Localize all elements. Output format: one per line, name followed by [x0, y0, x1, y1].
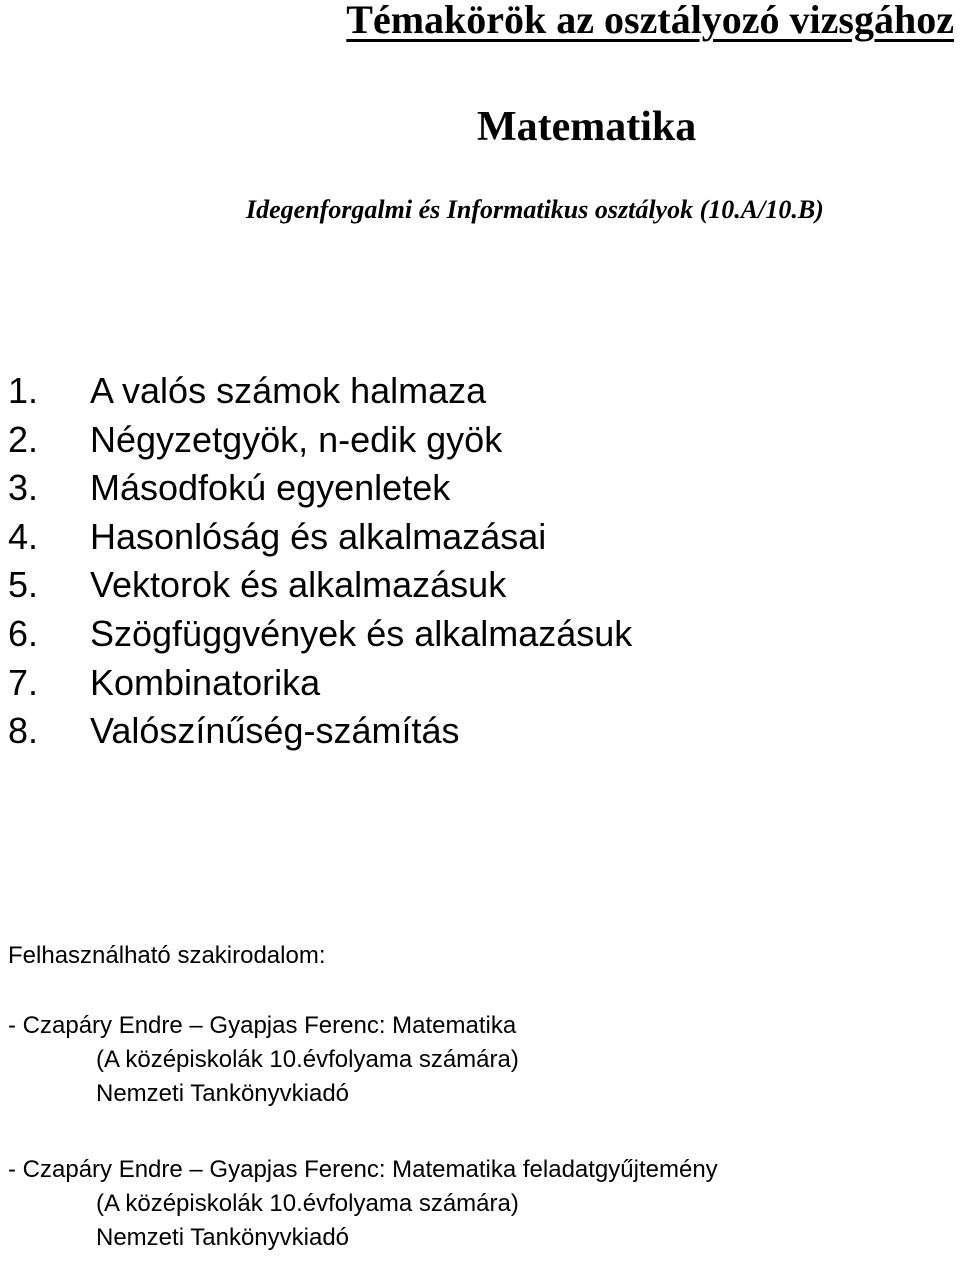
- reference-audience: (A középiskolák 10.évfolyama számára): [96, 1190, 519, 1217]
- topic-label: Másodfokú egyenletek: [90, 467, 451, 509]
- topic-label: Vektorok és alkalmazásuk: [90, 564, 507, 606]
- topic-item-7: [8, 659, 632, 708]
- reference-audience: (A középiskolák 10.évfolyama számára): [96, 1046, 519, 1073]
- topic-item-3: [8, 464, 632, 513]
- reference-publisher: Nemzeti Tankönyvkiadó: [96, 1224, 350, 1251]
- topic-number: 3.: [8, 467, 39, 509]
- topic-item-5: [8, 561, 632, 610]
- reference-item-2: [8, 1153, 718, 1255]
- reference-publisher: Nemzeti Tankönyvkiadó: [96, 1080, 350, 1107]
- topic-number: 8.: [8, 710, 39, 752]
- topic-label: Hasonlóság és alkalmazásai: [90, 515, 547, 557]
- topic-label: Szögfüggvények és alkalmazásuk: [90, 612, 633, 654]
- reference-author-title: - Czapáry Endre – Gyapjas Ferenc: Matematika feladatgyűjtemény: [8, 1156, 718, 1183]
- literature-heading: Felhasználható szakirodalom:: [8, 942, 326, 969]
- subject-heading: Matematika: [477, 104, 697, 150]
- topic-item-6: [8, 610, 632, 659]
- reference-author-title: - Czapáry Endre – Gyapjas Ferenc: Matematika: [8, 1012, 517, 1039]
- reference-item-1: [8, 1009, 519, 1111]
- topic-number: 5.: [8, 564, 39, 606]
- topic-item-8: [8, 707, 632, 756]
- topic-number: 1.: [8, 370, 39, 411]
- topic-label: Négyzetgyök, n-edik gyök: [90, 418, 503, 460]
- topic-number: 2.: [8, 418, 39, 460]
- document-title: Témakörök az osztályozó vizsgához: [346, 0, 954, 42]
- topic-label: A valós számok halmaza: [90, 370, 487, 411]
- topic-label: Valószínűség-számítás: [90, 710, 460, 752]
- topic-number: 6.: [8, 612, 39, 654]
- topic-list: [8, 367, 632, 756]
- topic-item-2: [8, 416, 632, 465]
- topic-number: 7.: [8, 661, 39, 703]
- topic-item-4: [8, 513, 632, 562]
- topic-number: 4.: [8, 515, 39, 557]
- classes-subheading: Idegenforgalmi és Informatikus osztályok (10.A/10.B): [246, 195, 824, 224]
- topic-item-1: [8, 367, 632, 416]
- topic-label: Kombinatorika: [90, 661, 321, 703]
